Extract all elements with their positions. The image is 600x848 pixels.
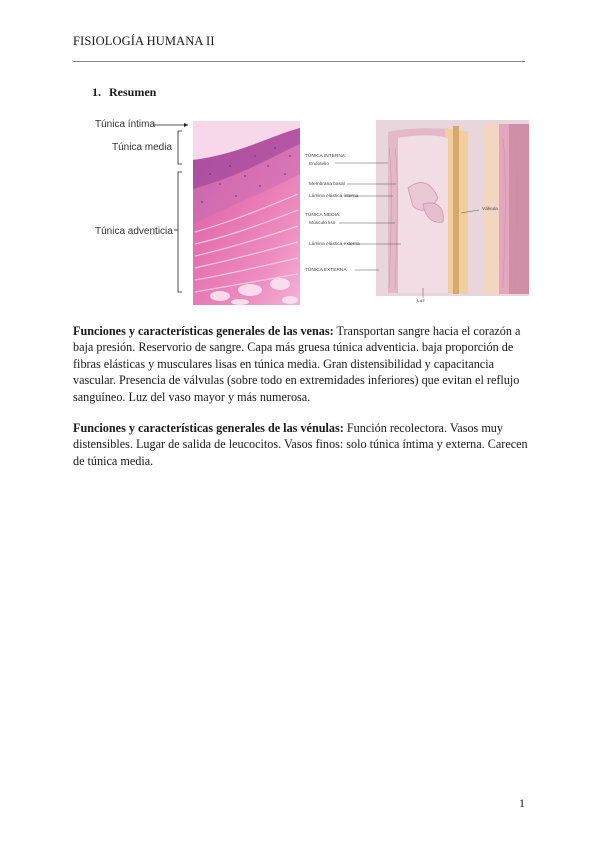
- histology-figure: [90, 114, 302, 308]
- header-title: FISIOLOGÍA HUMANA II: [73, 34, 215, 48]
- label-tunica-intima: Túnica íntima: [95, 119, 156, 130]
- section-number: 1.: [92, 85, 101, 99]
- paragraph-venas-heading: Funciones y características generales de las venas:: [73, 324, 334, 338]
- paragraph-venulas: [73, 420, 529, 469]
- label-endotelio: Endotelio: [309, 162, 330, 167]
- label-tunica-adventicia: Túnica adventicia: [95, 226, 173, 237]
- label-tunica-media: Túnica media: [112, 142, 173, 153]
- label-musculo-liso: Músculo liso: [309, 221, 336, 226]
- label-valvula: Válvula: [482, 207, 498, 212]
- page-number: 1: [519, 796, 525, 810]
- section-heading: [92, 85, 156, 100]
- paragraph-venulas-heading: Funciones y características generales de las vénulas:: [73, 421, 344, 435]
- histology-image: [90, 114, 302, 308]
- label-tunica-interna: TÚNICA INTERNA:: [305, 154, 347, 159]
- label-tunica-media: TÚNICA MEDIA:: [305, 213, 341, 218]
- label-lamina-elastica-externa: Lámina elástica externa: [309, 242, 360, 247]
- header-rule: [73, 61, 525, 62]
- vein-diagram: [303, 118, 531, 308]
- paragraph-venas-text: Transportan sangre hacia el corazón a baja presión. Reservorio de sangre. Capa más gruesa túnica adventicia. baja proporción de fibras elásticas y musculares lisas en túnica media. Gran distensibilidad y capacitancia vascular. Presencia de válvulas (sobre todo en extremidades inferiores) que evitan el reflujo sanguíneo. Luz del vaso mayor y más numerosa.: [73, 324, 521, 404]
- section-title: Resumen: [109, 85, 157, 99]
- paragraph-venas: [73, 323, 529, 405]
- label-lamina-elastica-interna: Lámina elástica interna: [309, 194, 359, 199]
- label-membrana-basal: Membrana basal: [309, 182, 345, 187]
- paragraph-venulas-text: Función recolectora. Vasos muy distensibles. Lugar de salida de leucocitos. Vasos finos: solo túnica íntima y externa. Carecen de túnica media.: [73, 421, 528, 468]
- label-tunica-externa: TÚNICA EXTERNA: [305, 268, 347, 273]
- label-luz: Luz: [417, 299, 425, 304]
